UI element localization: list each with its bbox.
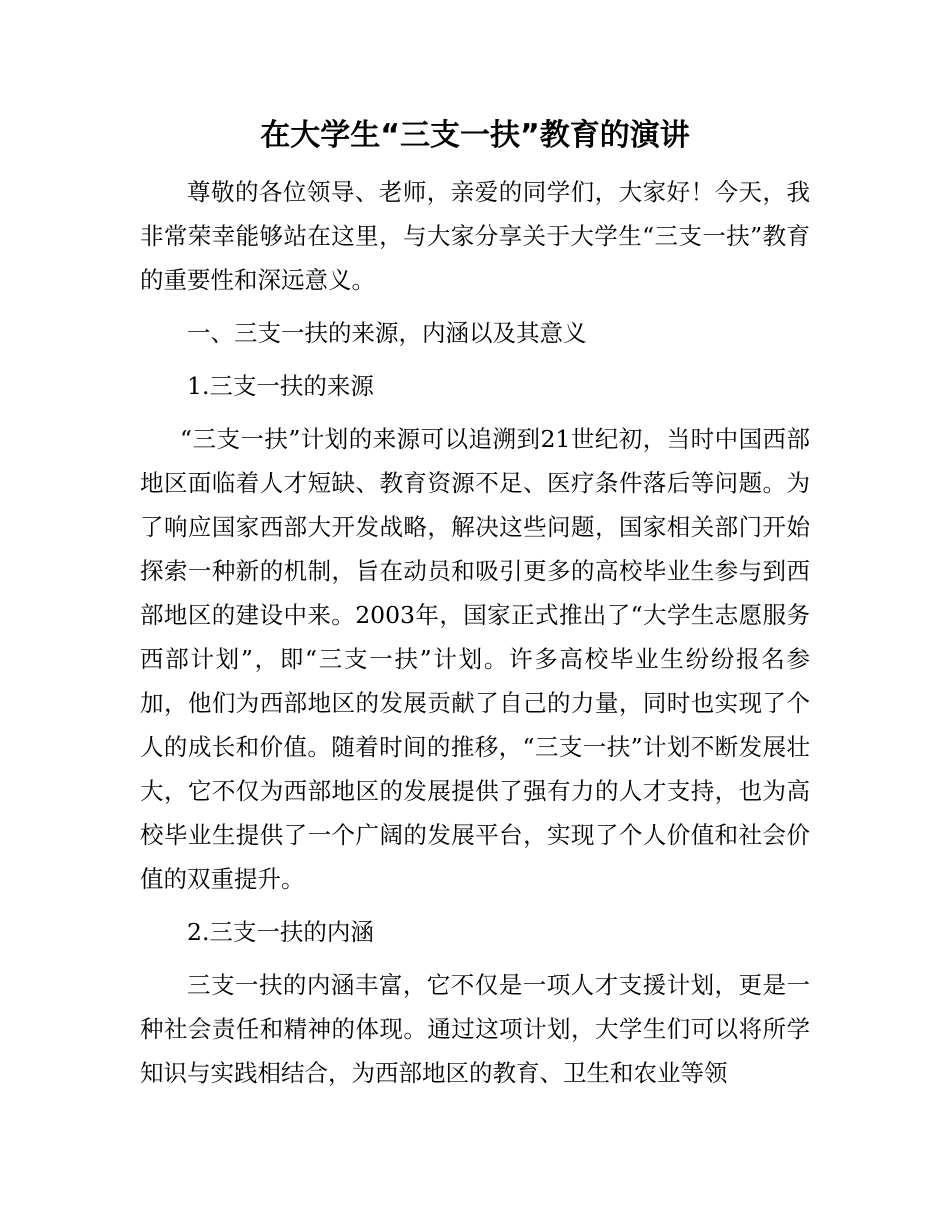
page-title: 在大学生“三支一扶”教育的演讲	[260, 118, 690, 153]
paragraph-greeting: 尊敬的各位领导、老师，亲爱的同学们，大家好！今天，我非常荣幸能够站在这里，与大家分享关于大学生“三支一扶”教育的重要性和深远意义。	[140, 178, 810, 294]
paragraph-origin: “三支一扶”计划的来源可以追溯到21世纪初，当时中国西部地区面临着人才短缺、教育资源不足、医疗条件落后等问题。为了响应国家西部大开发战略，解决这些问题，国家相关部门开始探索一种新的机制，旨在动员和吸引更多的高校毕业生参与到西部地区的建设中来。2003年，国家正式推出了“大学生志愿服务西部计划”，即“三支一扶”计划。许多高校毕业生纷纷报名参加，他们为西部地区的发展贡献了自己的力量，同时也实现了个人的成长和价值。随着时间的推移，“三支一扶”计划不断发展壮大，它不仅为西部地区的发展提供了强有力的人才支持，也为高校毕业生提供了一个广阔的发展平台，实现了个人价值和社会价值的双重提升。	[140, 425, 810, 893]
subsection-heading-origin: 1.三支一扶的来源	[187, 372, 374, 400]
paragraph-connotation: 三支一扶的内涵丰富，它不仅是一项人才支援计划，更是一种社会责任和精神的体现。通过这项计划，大学生们可以将所学知识与实践相结合，为西部地区的教育、卫生和农业等领	[140, 971, 810, 1087]
section-heading-1: 一、三支一扶的来源，内涵以及其意义	[187, 319, 587, 347]
document-body	[140, 170, 810, 1095]
subsection-heading-connotation: 2.三支一扶的内涵	[187, 918, 374, 946]
